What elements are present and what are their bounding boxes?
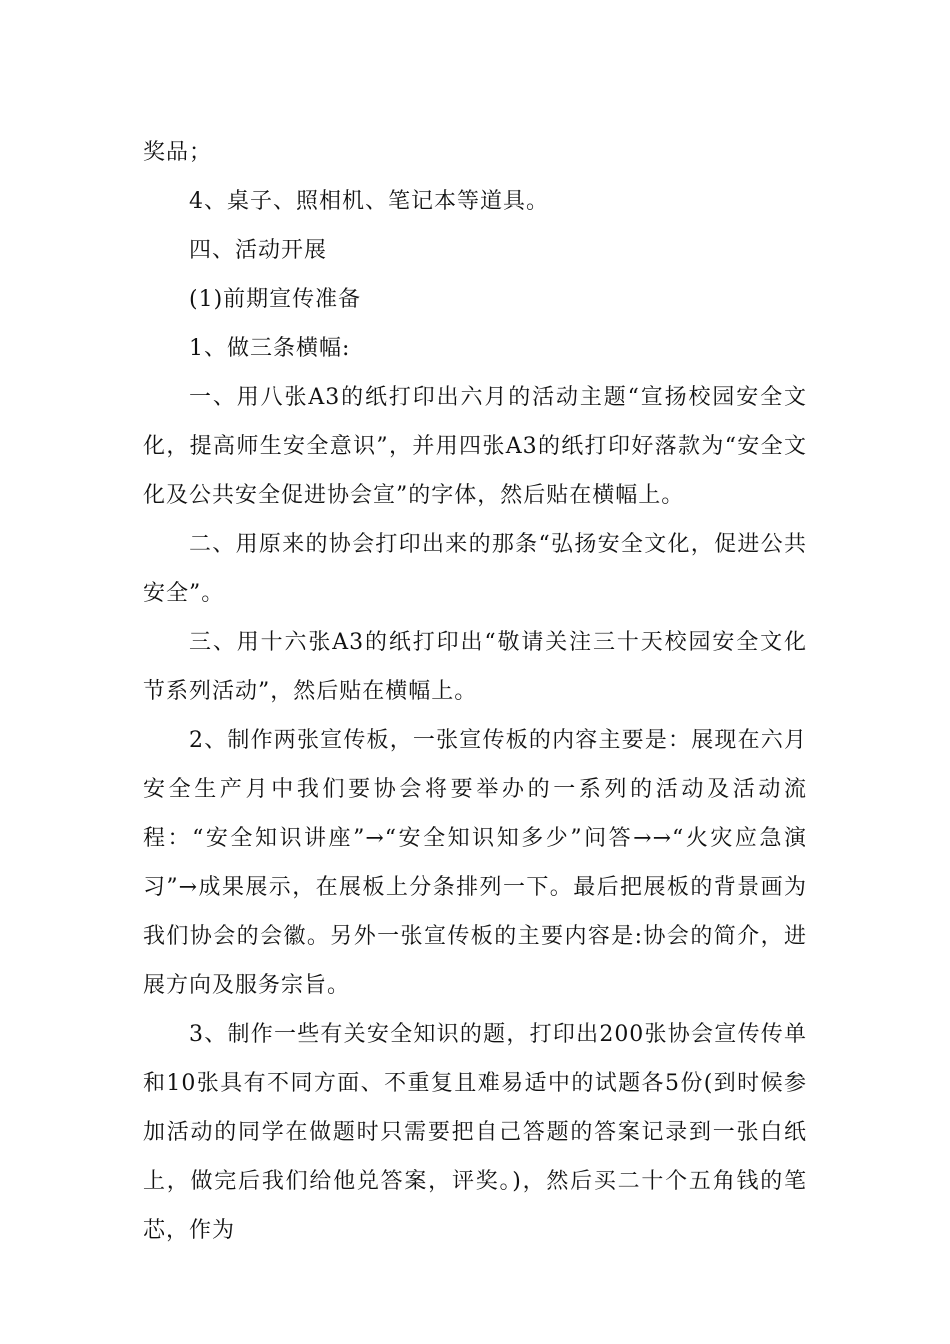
paragraph-boards: 2、制作两张宣传板，一张宣传板的内容主要是：展现在六月安全生产月中我们要协会将要举办的一系列的活动及活动流程：“安全知识讲座”→“安全知识知多少”问答→→“火灾应急演习”→成果展示，在展板上分条排列一下。最后把展板的背景画为我们协会的会徽。另外一张宣传板的主要内容是:协会的简介，进展方向及服务宗旨。: [143, 728, 807, 998]
paragraph-banner-one: 一、用八张A3的纸打印出六月的活动主题“宣扬校园安全文化，提高师生安全意识”，并用四张A3的纸打印好落款为“安全文化及公共安全促进协会宣”的字体，然后贴在横幅上。: [143, 385, 807, 508]
paragraph-quiz: 3、制作一些有关安全知识的题，打印出200张协会宣传传单和10张具有不同方面、不重复且难易适中的试题各5份(到时候参加活动的同学在做题时只需要把自己答题的答案记录到一张白纸上，做完后我们给他兑答案，评奖。)，然后买二十个五角钱的笔芯，作为: [143, 1022, 807, 1243]
paragraph-banner-two: 二、用原来的协会打印出来的那条“弘扬安全文化，促进公共安全”。: [143, 532, 807, 606]
paragraph-banners-intro: 1、做三条横幅:: [189, 336, 351, 361]
paragraph-prize-continuation: 奖品；: [143, 140, 213, 165]
section-heading-activity: 四、活动开展: [189, 238, 328, 263]
paragraph-props: 4、桌子、照相机、笔记本等道具。: [189, 189, 549, 214]
paragraph-banner-three: 三、用十六张A3的纸打印出“敬请关注三十天校园安全文化节系列活动”，然后贴在横幅上。: [143, 630, 807, 704]
document-body: [143, 128, 807, 1255]
subheading-publicity-prep: (1)前期宣传准备: [189, 287, 362, 312]
